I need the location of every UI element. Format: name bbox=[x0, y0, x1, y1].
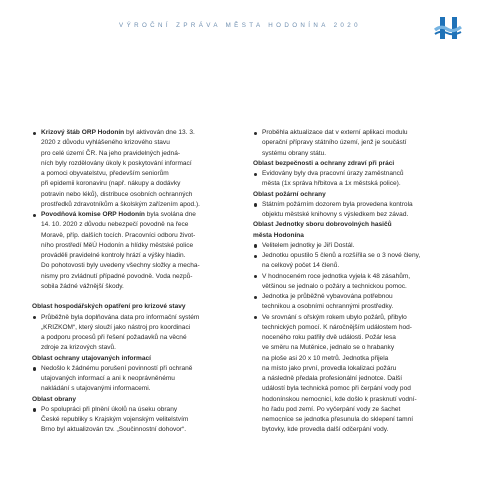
line-text: operační přípravy státního území, jenž je součástí bbox=[262, 139, 407, 147]
text-line bbox=[253, 384, 453, 394]
text-line bbox=[32, 169, 228, 179]
text-line bbox=[32, 343, 228, 353]
text-line bbox=[32, 415, 228, 425]
text-line bbox=[32, 149, 228, 159]
line-text: většinou se jednalo o požáry a technickou pomoc. bbox=[262, 282, 407, 290]
line-text: Nedošlo k žádnému porušení povinností při ochraně bbox=[41, 364, 193, 372]
line-text: na místo jako první, provedla lokalizaci požáru bbox=[262, 364, 397, 372]
bullet-line bbox=[253, 200, 453, 210]
line-text: Do pohotovosti byly uvedeny všechny složky a mecha- bbox=[41, 262, 200, 270]
line-text: Po spolupráci při plnění úkolů na úseku obrany bbox=[41, 405, 178, 413]
bullet-line bbox=[32, 128, 228, 138]
text-line bbox=[32, 241, 228, 251]
text-line bbox=[253, 333, 453, 343]
line-text: prováděli pravidelné kontroly hrází a výšky hladin. bbox=[41, 252, 186, 259]
section-heading: města Hodonína bbox=[253, 231, 304, 239]
line-text: Brno byl aktualizován tzv. „Součinnostní dohovor“. bbox=[41, 426, 187, 434]
text-line bbox=[253, 374, 453, 384]
bullet-line bbox=[253, 313, 453, 323]
section-heading: Oblast hospodářských opatření pro krizové stavy bbox=[32, 303, 186, 311]
line-text: technikou a osobními ochrannými prostředky. bbox=[262, 303, 394, 311]
bullet-line bbox=[253, 169, 453, 179]
bullet-line bbox=[32, 364, 228, 374]
line-text: nismy pro zvládnutí případné povodně. Voda nezpů- bbox=[41, 272, 193, 280]
line-text: Ve srovnání s ořským rokem ubylo požárů, přibylo bbox=[262, 313, 407, 321]
line-text: na celkový počet 14 členů. bbox=[262, 262, 340, 270]
line-text: sobila žádné vážnější škody. bbox=[41, 282, 124, 290]
line-text: na ploše asi 20 x 10 metrů. Jednotka přijela bbox=[262, 354, 389, 362]
text-line bbox=[32, 179, 228, 189]
paragraph-gap bbox=[32, 292, 228, 302]
text-line bbox=[253, 415, 453, 425]
line-text: byla svolána dne bbox=[144, 211, 196, 218]
line-text: objektu městské knihovny s výsledkem bez závad. bbox=[262, 211, 409, 218]
text-line bbox=[253, 179, 453, 189]
left-column bbox=[32, 128, 228, 436]
line-text: Jednotku opustilo 5 členů a rozšířila se o 3 nové členy, bbox=[262, 252, 421, 259]
text-line bbox=[253, 354, 453, 364]
line-text: „KRIZKOM“, který slouží jako nástroj pro koordinaci bbox=[41, 323, 191, 331]
line-text: nemocnice se jednotka přesunula do sklepení tamní bbox=[262, 416, 414, 423]
line-text: ho řadu pod zemí. Po vyčerpání vody ze šachet bbox=[262, 405, 401, 413]
text-line bbox=[32, 425, 228, 435]
bold-lead: Povodňová komise ORP Hodonín bbox=[41, 211, 145, 218]
bullet-line bbox=[253, 128, 453, 138]
line-text: Proběhla aktualizace dat v externí aplikaci modulu bbox=[262, 129, 408, 136]
text-line bbox=[253, 282, 453, 292]
bullet-line bbox=[32, 313, 228, 323]
text-line bbox=[32, 374, 228, 384]
line-text: noceného roku patřily dvě události. Požár lesa bbox=[262, 334, 396, 341]
text-line bbox=[32, 384, 228, 394]
line-text: České republiky s Krajským vojenským velitelstvím bbox=[41, 416, 189, 423]
line-text: města (1x správa hřbitova a 1x městská police). bbox=[262, 180, 401, 188]
line-text: byl aktivován dne 13. 3. bbox=[124, 129, 195, 136]
line-text: systému obrany státu. bbox=[262, 149, 327, 157]
text-line bbox=[32, 272, 228, 282]
text-line bbox=[253, 343, 453, 353]
section-heading: Oblast ochrany utajovaných informací bbox=[32, 354, 151, 362]
text-line bbox=[32, 220, 228, 230]
bullet-line bbox=[253, 272, 453, 282]
line-text: a následně předala profesionální jednotce. Další bbox=[262, 375, 403, 382]
line-text: V hodnoceném roce jednotka vyjela k 48 zásahům, bbox=[262, 272, 411, 280]
text-line bbox=[32, 261, 228, 271]
text-line bbox=[253, 261, 453, 271]
text-line bbox=[253, 149, 453, 159]
text-line bbox=[253, 210, 453, 220]
section-heading: Oblast obrany bbox=[32, 395, 77, 403]
line-text: 2020 z důvodu vyhlášeného krizového stavu bbox=[41, 139, 170, 147]
line-text: a pomoci obyvatelstvu, především seniorům bbox=[41, 170, 169, 177]
section-heading: Oblast požární ochrany bbox=[253, 190, 326, 198]
hodonin-logo-icon bbox=[433, 13, 463, 43]
text-line bbox=[253, 302, 453, 312]
text-line bbox=[32, 138, 228, 148]
text-line bbox=[32, 231, 228, 241]
line-text: Velitelem jednotky je Jiří Dostál. bbox=[262, 241, 355, 249]
line-text: ního prostředí MěÚ Hodonín a hlídky městské police bbox=[41, 241, 194, 249]
text-line bbox=[253, 364, 453, 374]
line-text: hodonínskou nemocnicí, kde došlo k prasknutí vodní- bbox=[262, 395, 417, 403]
line-text: bytovky, kde provedla další odčerpání vody. bbox=[262, 426, 389, 434]
line-text: Evidovány byly dva pracovní úrazy zaměstnanců bbox=[262, 170, 404, 177]
text-line bbox=[253, 138, 453, 148]
text-line bbox=[32, 282, 228, 292]
text-line bbox=[253, 405, 453, 415]
bullet-line bbox=[32, 210, 228, 220]
text-line bbox=[32, 251, 228, 261]
line-text: událostí byla technická pomoc při čerpání vody pod bbox=[262, 385, 411, 393]
text-line bbox=[32, 159, 228, 169]
line-text: a podporu procesů při řešení požadavků na věcné bbox=[41, 334, 187, 341]
section-heading: Oblast bezpečnosti a ochrany zdraví při práci bbox=[253, 159, 395, 167]
line-text: Moravě, příp. dalších tocích. Pracovníci odboru život- bbox=[41, 231, 196, 239]
line-text: při epidemii koronaviru (např. nákupy a dodávky bbox=[41, 180, 181, 188]
line-text: technických pomocí. K náročnějším událostem hod- bbox=[262, 323, 412, 331]
bullet-line bbox=[253, 251, 453, 261]
line-text: ních byly rozdělovány úkoly k poskytování informací bbox=[41, 159, 192, 167]
line-text: utajovaných informací a ani k neoprávněnému bbox=[41, 375, 175, 382]
text-line bbox=[253, 425, 453, 435]
line-text: 14. 10. 2020 z důvodu nebezpečí povodně na řece bbox=[41, 221, 189, 229]
bullet-line bbox=[253, 292, 453, 302]
line-text: pro celé území ČR. Na jeho pravidelných jedná- bbox=[41, 149, 181, 157]
text-line bbox=[32, 200, 228, 210]
bullet-line bbox=[32, 405, 228, 415]
text-line bbox=[32, 190, 228, 200]
line-text: potravin nebo léků), distribuce osobních ochranných bbox=[41, 190, 193, 198]
line-text: ve směru na Mutěnice, jednalo se o hrabanky bbox=[262, 344, 395, 352]
bold-lead: Krizový štáb ORP Hodonín bbox=[41, 129, 125, 136]
text-line bbox=[32, 333, 228, 343]
text-line bbox=[32, 323, 228, 333]
line-text: nakládání s utajovanými informacemi. bbox=[41, 385, 151, 393]
section-heading: Oblast Jednotky sboru dobrovolných hasičů bbox=[253, 221, 392, 229]
report-header: VÝROČNÍ ZPRÁVA MĚSTA HODONÍNA 2020 bbox=[119, 22, 361, 29]
line-text: Průběžně byla doplňována data pro informační systém bbox=[41, 313, 200, 321]
text-line bbox=[253, 395, 453, 405]
line-text: Jednotka je průběžně vybavována potřebnou bbox=[262, 293, 393, 300]
line-text: prostředků zdravotníkům a školským zařízením apod.). bbox=[41, 200, 201, 208]
line-text: zdroje za krizových stavů. bbox=[41, 344, 116, 352]
bullet-line bbox=[253, 241, 453, 251]
right-column bbox=[253, 128, 453, 436]
text-line bbox=[253, 323, 453, 333]
line-text: Státním požárním dozorem byla provedena kontrola bbox=[262, 200, 413, 208]
